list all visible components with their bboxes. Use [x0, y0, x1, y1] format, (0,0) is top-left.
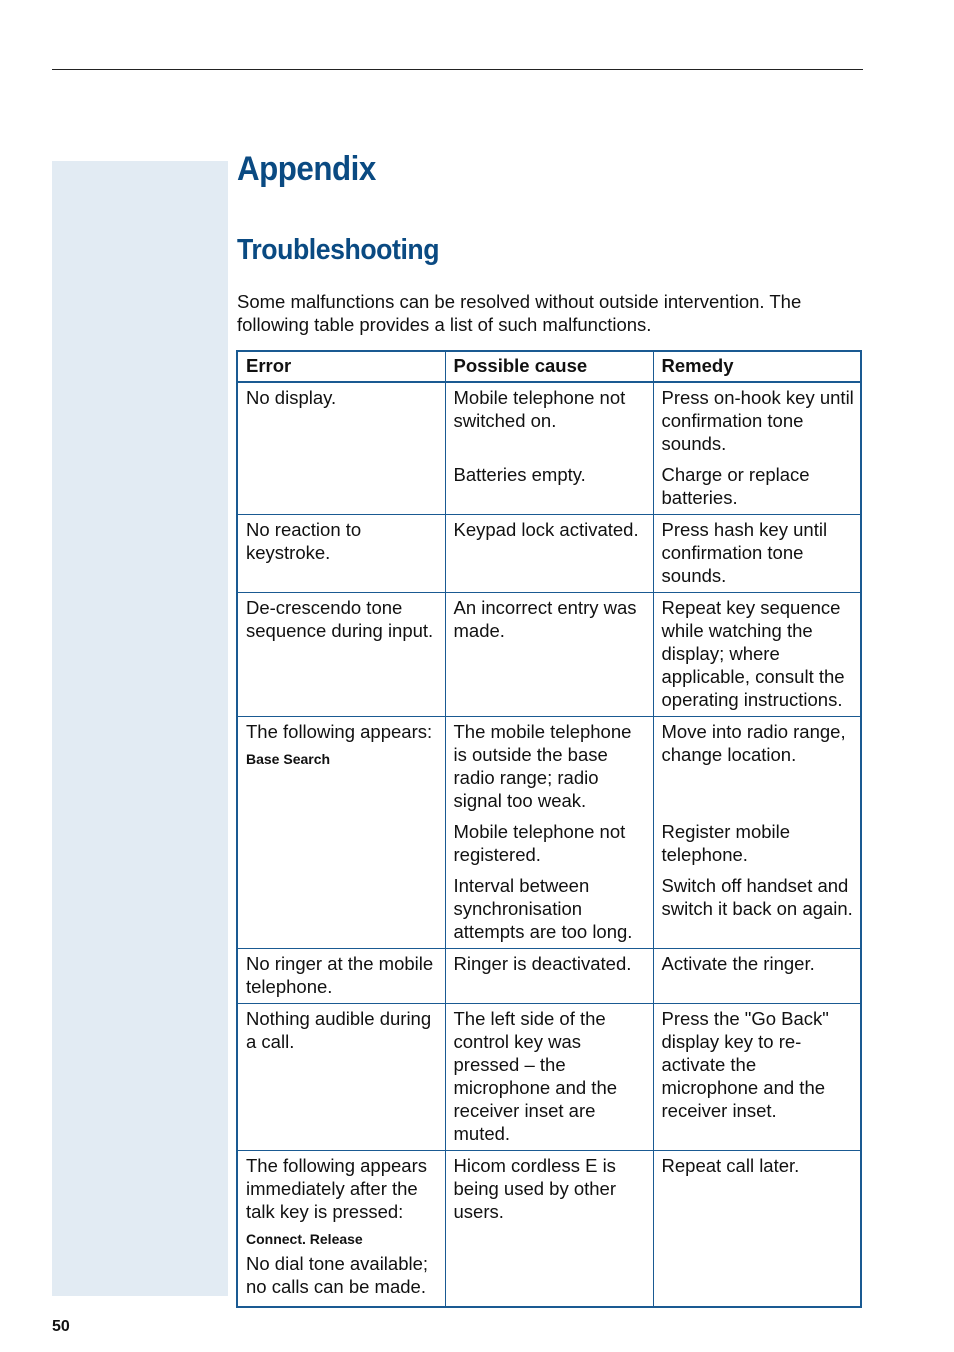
error-text: The following appears immediately after the talk key is pressed:: [246, 1155, 427, 1222]
error-text: The following appears:: [246, 721, 433, 742]
error-cell: [237, 382, 445, 515]
table-header-row: [237, 351, 861, 382]
remedy-cell: [653, 1151, 861, 1307]
remedy-text: Move into radio range, change location.: [661, 721, 846, 765]
error-text: No display.: [246, 387, 337, 408]
cause-text: Interval between synchronisation attempts are too long.: [453, 875, 633, 942]
page-title: Appendix: [237, 150, 376, 188]
cause-cell: [445, 593, 653, 717]
cause-text: An incorrect entry was made.: [453, 597, 637, 641]
top-rule: [52, 69, 863, 70]
cause-cell: [445, 717, 653, 949]
display-message: Connect. Release: [246, 1231, 363, 1247]
remedy-cell: [653, 382, 861, 515]
cause-text: Ringer is deactivated.: [453, 953, 632, 974]
cause-text: Keypad lock activated.: [453, 519, 639, 540]
header-remedy: Remedy: [653, 351, 861, 382]
remedy-cell: [653, 949, 861, 1004]
page-number: 50: [52, 1318, 70, 1335]
error-cell: [237, 717, 445, 949]
error-text: No reaction to keystroke.: [246, 519, 362, 563]
error-text: Nothing audible during a call.: [246, 1008, 432, 1052]
cause-text: Mobile telephone not registered.: [453, 821, 626, 865]
cause-cell: [445, 515, 653, 593]
table-row: [237, 717, 861, 949]
error-text: No ringer at the mobile telephone.: [246, 953, 434, 997]
remedy-cell: [653, 717, 861, 949]
error-cell: [237, 1004, 445, 1151]
table-row: [237, 1004, 861, 1151]
remedy-cell: [653, 593, 861, 717]
remedy-text: Press the "Go Back" display key to re-activate the microphone and the receiver inset.: [661, 1008, 829, 1121]
header-error: Error: [237, 351, 445, 382]
cause-text: The mobile telephone is outside the base radio range; radio signal too weak.: [453, 721, 632, 811]
remedy-text: Charge or replace batteries.: [661, 464, 810, 508]
intro-paragraph: Some malfunctions can be resolved without outside intervention. The following table provides a list of such malfunctions.: [237, 291, 802, 335]
header-cause: Possible cause: [445, 351, 653, 382]
side-panel: [52, 161, 228, 1296]
display-message: Base Search: [246, 751, 331, 767]
troubleshooting-table: [236, 350, 862, 1308]
remedy-cell: [653, 1004, 861, 1151]
cause-cell: [445, 1004, 653, 1151]
error-text: De-crescendo tone sequence during input.: [246, 597, 434, 641]
remedy-text: Register mobile telephone.: [661, 821, 791, 865]
remedy-text: Press on-hook key until confirmation tone sounds.: [661, 387, 854, 454]
error-cell: [237, 593, 445, 717]
cause-text: Hicom cordless E is being used by other users.: [453, 1155, 617, 1222]
table-row: [237, 515, 861, 593]
remedy-cell: [653, 515, 861, 593]
table-row: [237, 382, 861, 515]
error-cell: [237, 1151, 445, 1307]
error-cell: [237, 949, 445, 1004]
remedy-text: Repeat call later.: [661, 1155, 800, 1176]
remedy-text: Press hash key until confirmation tone sounds.: [661, 519, 828, 586]
cause-text: Batteries empty.: [453, 464, 586, 485]
cause-text: The left side of the control key was pressed – the microphone and the receiver inset are muted.: [453, 1008, 618, 1144]
remedy-text: Repeat key sequence while watching the display; where applicable, consult the operating instructions.: [661, 597, 845, 710]
cause-cell: [445, 1151, 653, 1307]
remedy-text: Switch off handset and switch it back on again.: [661, 875, 853, 919]
table-row: [237, 593, 861, 717]
table-row: [237, 949, 861, 1004]
cause-cell: [445, 949, 653, 1004]
cause-text: Mobile telephone not switched on.: [453, 387, 626, 431]
remedy-text: Activate the ringer.: [661, 953, 815, 974]
section-title: Troubleshooting: [237, 234, 440, 266]
error-cell: [237, 515, 445, 593]
cause-cell: [445, 382, 653, 515]
table-row: [237, 1151, 861, 1307]
error-note: No dial tone available; no calls can be made.: [246, 1253, 429, 1297]
